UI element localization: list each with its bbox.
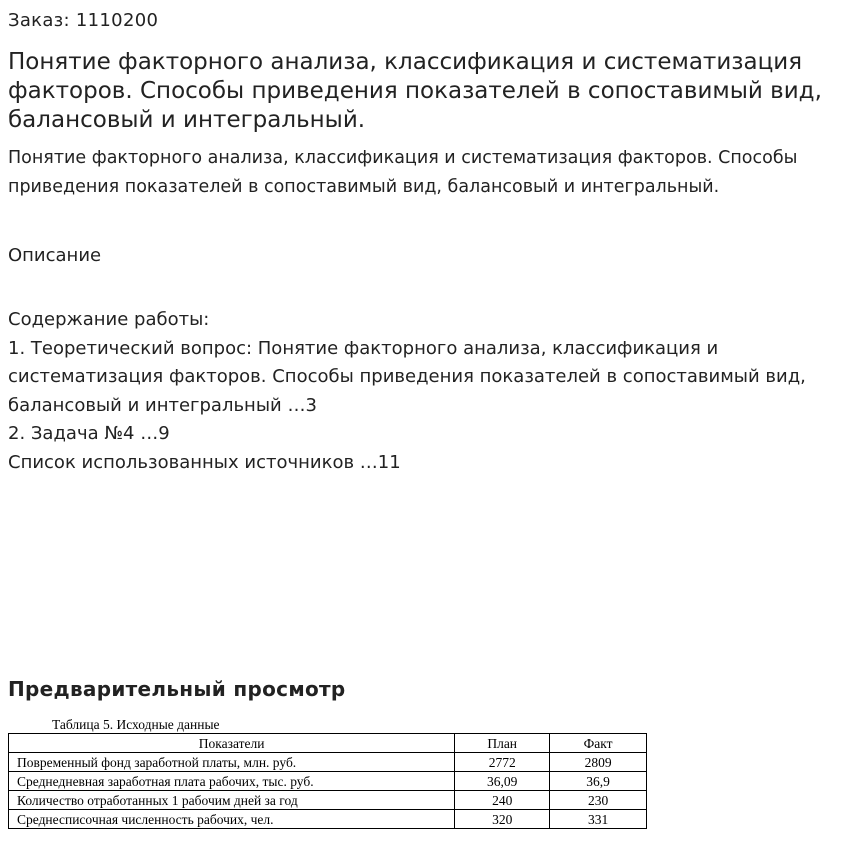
preview-heading: Предварительный просмотр (8, 677, 346, 701)
page-title: Понятие факторного анализа, классификация и систематизация факторов. Способы приведения показателей в сопоставимый вид, балансовый и интегральный. (8, 49, 822, 133)
contents-block (8, 306, 828, 477)
indicator-name: Среднесписочная численность рабочих, чел. (9, 810, 455, 829)
fact-value: 2809 (550, 753, 647, 772)
column-header-fact: Факт (550, 734, 647, 753)
fact-value: 230 (550, 791, 647, 810)
indicator-name: Повременный фонд заработной платы, млн. руб. (9, 753, 455, 772)
description-heading: Описание (8, 245, 102, 266)
table-row (9, 791, 647, 810)
plan-value: 2772 (455, 753, 550, 772)
order-number: Заказ: 1110200 (8, 10, 159, 31)
table-row (9, 810, 647, 829)
source-data-table (8, 733, 647, 829)
plan-value: 36,09 (455, 772, 550, 791)
contents-item: 1. Теоретический вопрос: Понятие факторного анализа, классификация и систематизация факторов. Способы приведения показателей в сопоставимый вид, балансовый и интегральный …3 (8, 337, 806, 416)
column-header-indicators: Показатели (9, 734, 455, 753)
plan-value: 240 (455, 791, 550, 810)
table-header-row (9, 734, 647, 753)
contents-heading: Содержание работы: (8, 309, 210, 330)
column-header-plan: План (455, 734, 550, 753)
table-row (9, 753, 647, 772)
table-caption: Таблица 5. Исходные данные (52, 717, 220, 732)
indicator-name: Количество отработанных 1 рабочим дней за год (9, 791, 455, 810)
fact-value: 36,9 (550, 772, 647, 791)
fact-value: 331 (550, 810, 647, 829)
table-row (9, 772, 647, 791)
page-subtitle: Понятие факторного анализа, классификация и систематизация факторов. Способы приведения показателей в сопоставимый вид, балансовый и интегральный. (8, 148, 798, 197)
contents-item: 2. Задача №4 …9 (8, 423, 170, 444)
plan-value: 320 (455, 810, 550, 829)
contents-item: Список использованных источников …11 (8, 451, 401, 473)
indicator-name: Среднедневная заработная плата рабочих, тыс. руб. (9, 772, 455, 791)
